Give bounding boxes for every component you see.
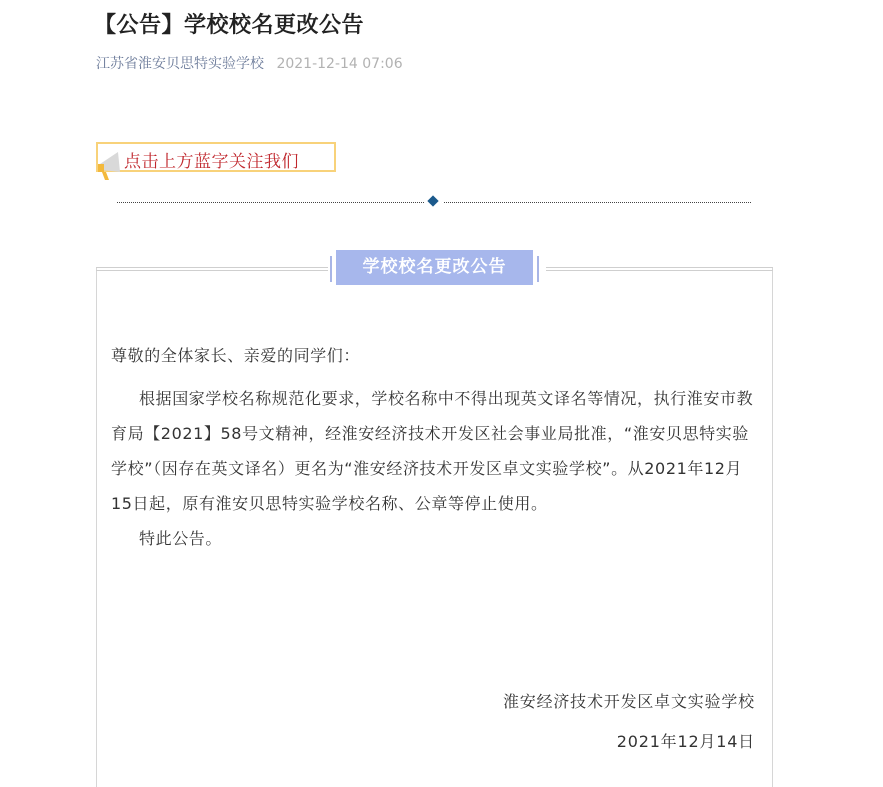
section-divider (117, 202, 751, 204)
author-link[interactable]: 江苏省淮安贝思特实验学校 (96, 56, 264, 72)
card-top-border-right (546, 267, 773, 271)
article-title: 【公告】学校校名更改公告 (94, 13, 365, 38)
diamond-icon (427, 195, 438, 206)
follow-banner (96, 142, 336, 172)
article-meta (96, 53, 403, 73)
divider-line-right (444, 202, 751, 203)
header-accent-bar-left (330, 256, 332, 282)
card-top-border-left (96, 267, 328, 271)
divider-line-left (117, 202, 424, 203)
notice-body (111, 338, 761, 556)
signature-date: 2021年12月14日 (616, 732, 755, 751)
publish-date: 2021-12-14 07:06 (276, 56, 403, 72)
megaphone-icon (96, 150, 124, 180)
notice-greeting: 尊敬的全体家长、亲爱的同学们： (111, 346, 361, 365)
notice-header: 学校校名更改公告 (336, 250, 533, 285)
notice-paragraph: 根据国家学校名称规范化要求，学校名称中不得出现英文译名等情况，执行淮安市教育局【2021】58号文精神，经淮安经济技术开发区社会事业局批准，“淮安贝思特实验学校”（因存在英文译名）更名为“淮安经济技术开发区卓文实验学校”。从2021年12月15日起，原有淮安贝思特实验学校名称、公章等停止使用。 (111, 389, 754, 513)
signature-organization: 淮安经济技术开发区卓文实验学校 (502, 692, 755, 711)
notice-closing: 特此公告。 (139, 529, 223, 548)
notice-signature (503, 682, 755, 762)
header-accent-bar-right (537, 256, 539, 282)
follow-text: 点击上方蓝字关注我们 (124, 152, 299, 172)
